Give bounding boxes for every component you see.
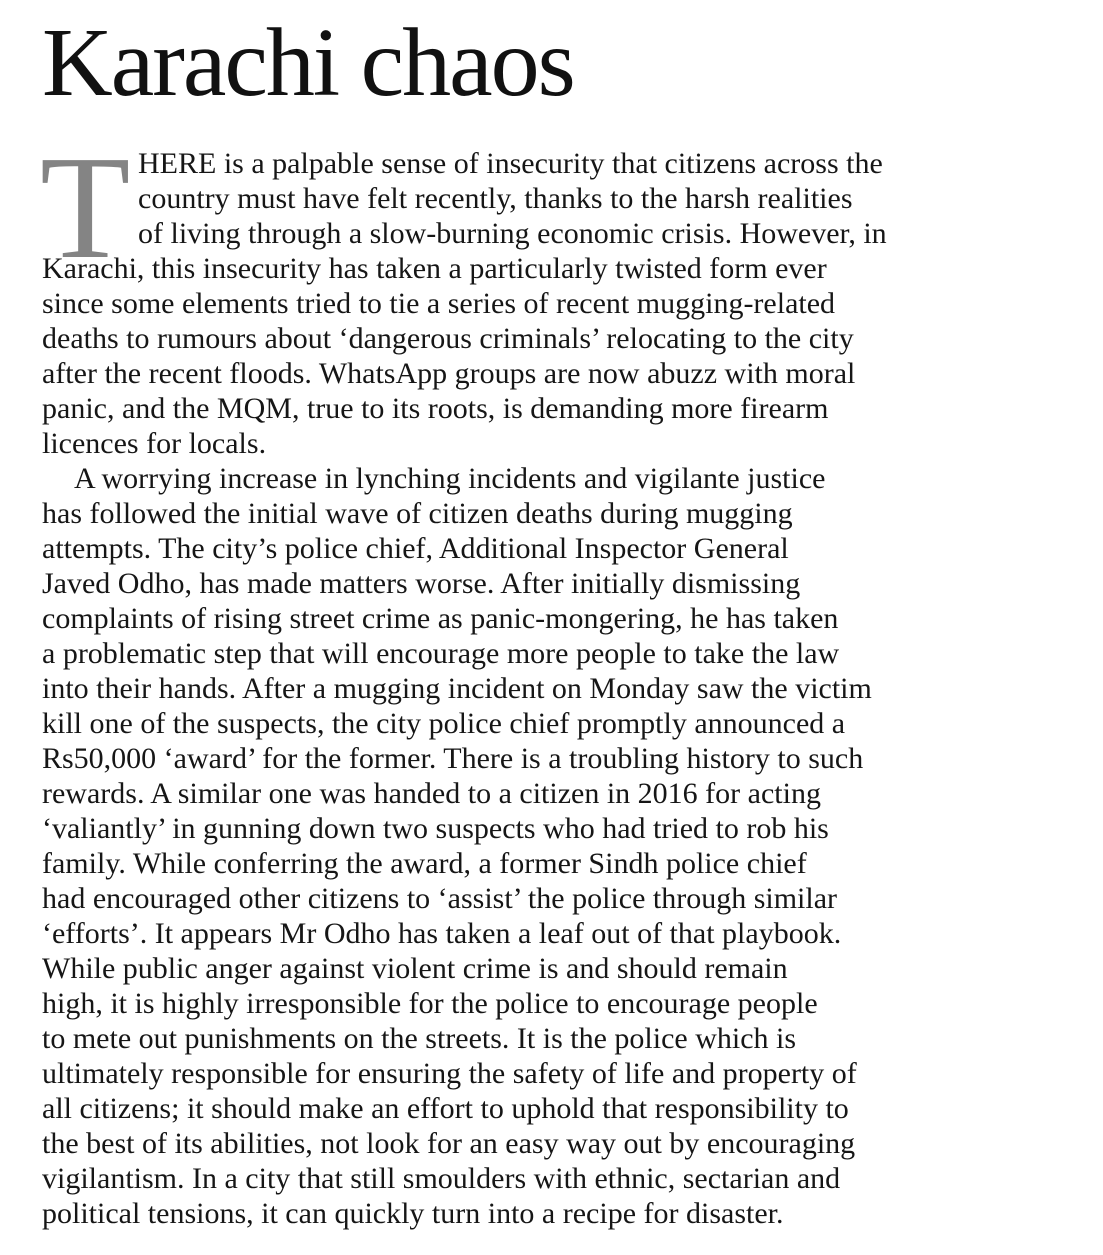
body-line: deaths to rumours about ‘dangerous criminals’ relocating to the city (42, 322, 854, 355)
drop-cap: T (40, 126, 131, 290)
body-line: While public anger against violent crime is and should remain (42, 952, 788, 985)
body-line: attempts. The city’s police chief, Additional Inspector General (42, 532, 789, 565)
body-line: political tensions, it can quickly turn into a recipe for disaster. (42, 1197, 784, 1230)
body-line: ultimately responsible for ensuring the safety of life and property of (42, 1057, 857, 1090)
body-line: had encouraged other citizens to ‘assist’ the police through similar (42, 882, 838, 915)
body-line: Karachi, this insecurity has taken a particularly twisted form ever (42, 252, 827, 285)
body-line: has followed the initial wave of citizen deaths during mugging (42, 497, 793, 530)
body-line: family. While conferring the award, a former Sindh police chief (42, 847, 807, 880)
body-line: since some elements tried to tie a series of recent mugging-related (42, 287, 836, 320)
body-line: ‘valiantly’ in gunning down two suspects who had tried to rob his (42, 812, 829, 845)
body-line: ‘efforts’. It appears Mr Odho has taken a leaf out of that playbook. (42, 917, 842, 950)
body-line: panic, and the MQM, true to its roots, is demanding more firearm (42, 392, 829, 425)
body-line: country must have felt recently, thanks to the harsh realities (138, 182, 853, 215)
body-line: to mete out punishments on the streets. It is the police which is (42, 1022, 797, 1055)
body-line: Rs50,000 ‘award’ for the former. There is a troubling history to such (42, 742, 864, 775)
body-line: after the recent floods. WhatsApp groups are now abuzz with moral (42, 357, 856, 390)
body-line: kill one of the suspects, the city police chief promptly announced a (42, 707, 846, 740)
body-line: complaints of rising street crime as panic-mongering, he has taken (42, 602, 839, 635)
body-line: A worrying increase in lynching incidents and vigilante justice (74, 462, 826, 495)
body-line: Javed Odho, has made matters worse. After initially dismissing (42, 567, 801, 600)
body-line: the best of its abilities, not look for an easy way out by encouraging (42, 1127, 856, 1160)
body-line: all citizens; it should make an effort to uphold that responsibility to (42, 1092, 849, 1125)
body-line: of living through a slow-burning economic crisis. However, in (138, 217, 887, 250)
body-line: rewards. A similar one was handed to a citizen in 2016 for acting (42, 777, 821, 810)
body-line: high, it is highly irresponsible for the police to encourage people (42, 987, 818, 1020)
body-line: a problematic step that will encourage more people to take the law (42, 637, 840, 670)
body-line: HERE is a palpable sense of insecurity that citizens across the (138, 147, 883, 180)
headline: Karachi chaos (42, 9, 574, 117)
body-line: vigilantism. In a city that still smoulders with ethnic, sectarian and (42, 1162, 841, 1195)
body-line: licences for locals. (42, 427, 267, 460)
body-line: into their hands. After a mugging incident on Monday saw the victim (42, 672, 872, 705)
